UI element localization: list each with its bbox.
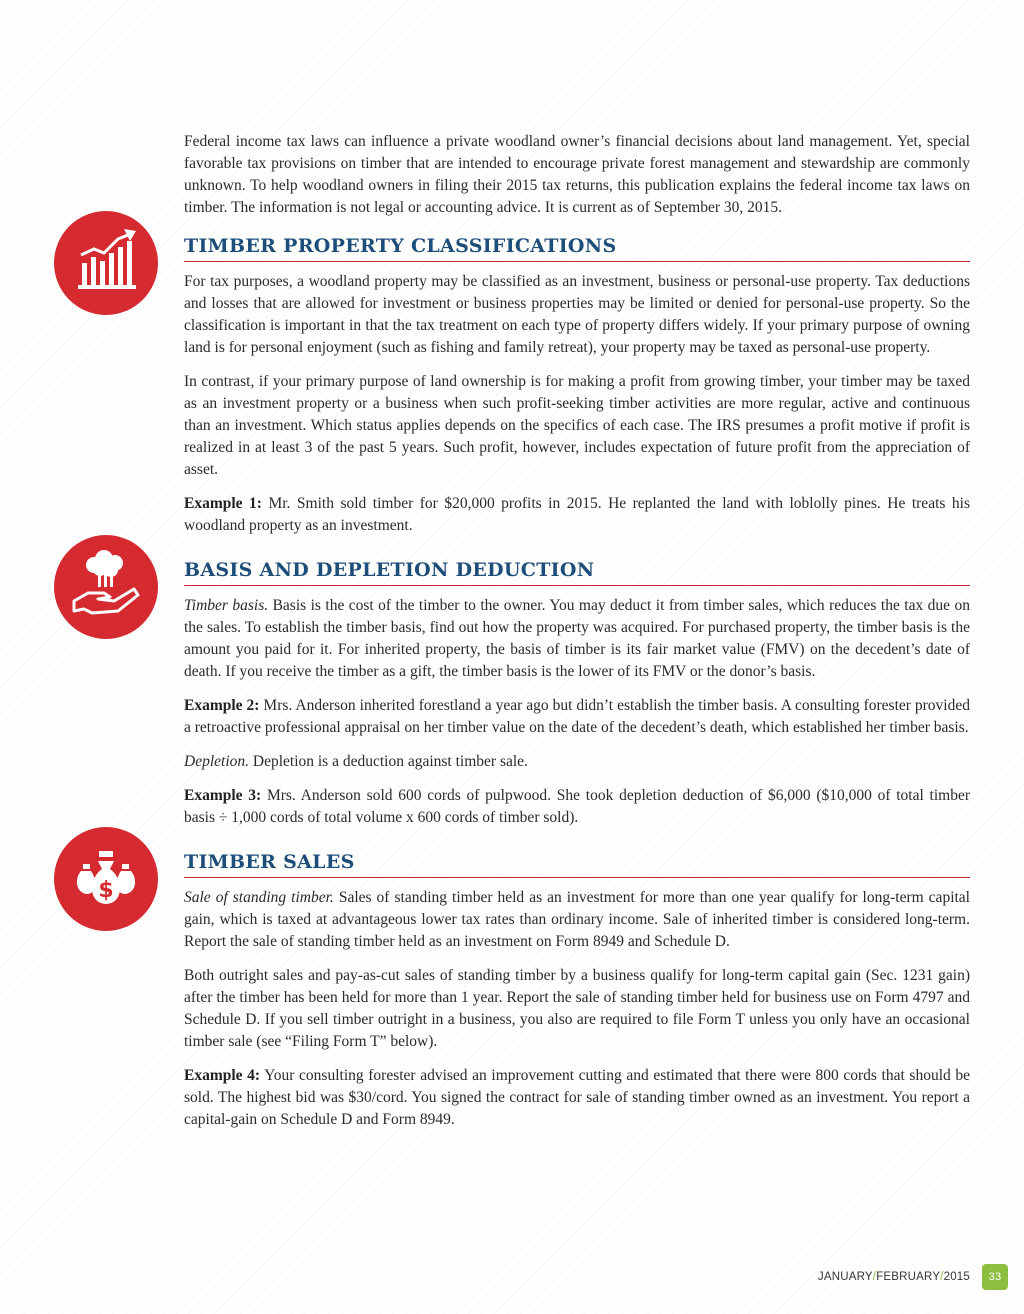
svg-text:$: $ — [98, 878, 114, 903]
article-body — [98, 131, 971, 1143]
paragraph — [184, 751, 970, 773]
example-label: Example 2: — [184, 697, 260, 714]
example-paragraph — [184, 493, 970, 537]
example-label: Example 3: — [184, 787, 262, 804]
intro-paragraph: Federal income tax laws can influence a private woodland owner’s financial decisions about land management. Yet, special favorable tax provisions on timber that are intended to encourage private forest management and stewardship are commonly unknown. To help woodland owners in filing their 2015 tax returns, this publication explains the federal income tax laws on timber. The information is not legal or accounting advice. It is current as of September 30, 2015. — [184, 133, 970, 216]
paragraph: In contrast, if your primary purpose of land ownership is for making a profit from growing timber, your timber may be taxed as an investment property or a business when such profit-seeking timber activities are more regular, active and continuous than an investment. Which status applies depends on the specifics of each case. The IRS presumes a profit motive if profit is realized in at least 3 of the past 5 years. Such profit, however, includes expectation of future profit from the appreciation of asset. — [184, 373, 970, 478]
paragraph: For tax purposes, a woodland property may be classified as an investment, business or personal-use property. Tax deductions and losses that are allowed for investment or business properties may be limited or denied for personal-use property. So the classification is important in that the tax treatment on each type of property differs widely. If your primary purpose of owning land is for personal enjoyment (such as fishing and family retreat), your property may be taxed as personal-use property. — [184, 273, 970, 356]
page-footer — [818, 1264, 1008, 1290]
section-timber-sales — [98, 849, 971, 1131]
money-bag-icon — [54, 827, 158, 931]
example-paragraph — [184, 695, 970, 739]
bar-chart-icon — [54, 211, 158, 315]
lead-label: Timber basis. — [184, 597, 269, 614]
example-paragraph — [184, 785, 970, 829]
section-timber-property-classifications — [184, 233, 970, 537]
paragraph: Both outright sales and pay-as-cut sales of standing timber by a business qualify for long-term capital gain (Sec. 1231 gain) after the timber has been held for more than 1 year. Report the sale of standing timber held for business use on Form 4797 and Schedule D. If you sell timber outright in a business, you also are required to file Form T unless you only have an occasional timber sale (see “Filing Form T” below). — [184, 967, 970, 1050]
section-basis-and-depletion — [184, 557, 970, 829]
section-heading: TIMBER PROPERTY CLASSIFICATIONS — [184, 233, 970, 262]
example-text: Mrs. Anderson inherited forestland a year ago but didn’t establish the timber basis. A consulting forester provided a retroactive professional appraisal on her timber value on the date of the decedent’s death, which established her timber basis. — [184, 697, 970, 736]
example-label: Example 4: — [184, 1067, 261, 1084]
lead-text: Depletion is a deduction against timber sale. — [249, 753, 528, 770]
issue-date: JANUARY/FEBRUARY/2015 — [817, 1271, 970, 1283]
lead-text: Sales of standing timber held as an investment for more than one year qualify for long-term capital gain, which is taxed at advantageous lower tax rates than ordinary income. Sale of inherited timber is considered long-term. Report the sale of standing timber held as an investment on Form 8949 and Schedule D. — [184, 889, 970, 950]
paragraph — [184, 595, 970, 683]
example-paragraph — [184, 1065, 970, 1131]
paragraph — [184, 887, 970, 953]
lead-text: Basis is the cost of the timber to the owner. You may deduct it from timber sales, which reduces the tax due on the sales. To establish the timber basis, find out how the property was acquired. For purchased property, the timber basis is the amount you paid for it. For inherited property, the basis of timber is its fair market value (FMV) on the decedent’s date of death. If you receive the timber as a gift, the timber basis is the lower of its FMV or the donor’s basis. — [184, 597, 970, 680]
hand-with-tree-icon — [54, 535, 158, 639]
example-label: Example 1: — [184, 495, 262, 512]
section-heading: BASIS AND DEPLETION DEDUCTION — [184, 557, 970, 586]
page-number: 33 — [982, 1264, 1008, 1290]
example-text: Mrs. Anderson sold 600 cords of pulpwood. She took depletion deduction of $6,000 ($10,000 of total timber basis ÷ 1,000 cords of total volume x 600 cords of timber sold). — [184, 787, 970, 826]
lead-label: Depletion. — [184, 753, 249, 770]
section-heading: TIMBER SALES — [184, 849, 970, 878]
lead-label: Sale of standing timber. — [184, 889, 334, 906]
example-text: Your consulting forester advised an improvement cutting and estimated that there were 800 cords that should be sold. The highest bid was $30/cord. You signed the contract for sale of standing timber owned as an investment. You report a capital-gain on Schedule D and Form 8949. — [184, 1067, 971, 1128]
example-text: Mr. Smith sold timber for $20,000 profits in 2015. He replanted the land with loblolly pines. He treats his woodland property as an investment. — [184, 495, 970, 534]
